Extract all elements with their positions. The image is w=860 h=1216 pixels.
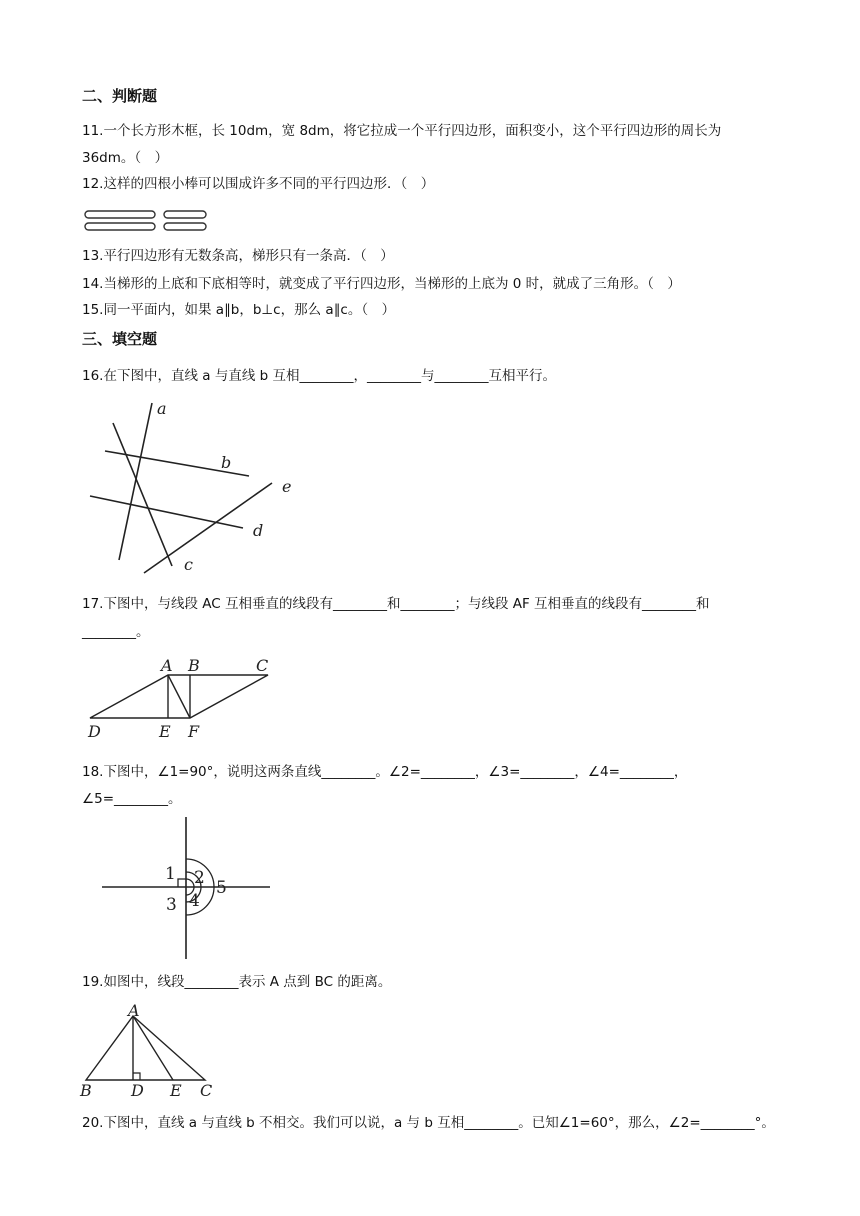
angle-label-5: 5 — [216, 878, 227, 898]
label-F: F — [188, 722, 200, 741]
question-16: 16.在下图中，直线 a 与直线 b 互相________，________与________互相平行。 — [82, 368, 556, 384]
right-angle-mark — [178, 879, 186, 887]
parallelogram-figure-q17 — [84, 655, 284, 741]
triangle-ABC — [86, 1016, 205, 1080]
label-C: C — [256, 656, 269, 675]
label-C: C — [200, 1081, 213, 1100]
label-B: B — [188, 656, 200, 675]
angle-label-4: 4 — [189, 891, 200, 911]
label-e: e — [282, 477, 292, 496]
segment-AF — [168, 675, 190, 718]
label-A: A — [128, 1001, 140, 1020]
label-B: B — [80, 1081, 92, 1100]
question-14: 14.当梯形的上底和下底相等时，就变成了平行四边形，当梯形的上底为 0 时，就成了三角形。（ ） — [82, 276, 681, 292]
stick-long-top — [85, 211, 155, 218]
label-E: E — [159, 722, 171, 741]
stick-short-bottom — [164, 223, 206, 230]
question-15: 15.同一平面内，如果 a∥b，b⊥c，那么 a∥c。（ ） — [82, 302, 396, 318]
angle-label-2: 2 — [194, 868, 205, 888]
section-heading-fill-in: 三、填空题 — [82, 330, 158, 348]
triangle-figure-q19 — [78, 1001, 222, 1100]
stick-long-bottom — [85, 223, 155, 230]
section-heading-judgment: 二、判断题 — [82, 87, 158, 105]
question-20: 20.下图中，直线 a 与直线 b 不相交。我们可以说，a 与 b 互相________。已知∠1=60°，那么，∠2=________°。 — [82, 1115, 775, 1131]
label-D: D — [88, 722, 101, 741]
question-17-line-1: 17.下图中，与线段 AC 互相垂直的线段有________和________；与线段 AF 互相垂直的线段有________和 — [82, 596, 710, 612]
question-18-line-1: 18.下图中，∠1=90°，说明这两条直线________。∠2=________，∠3=________，∠4=________， — [82, 764, 688, 780]
lines-figure-q16 — [86, 398, 306, 578]
perpendicular-figure-q18 — [100, 815, 272, 961]
line-d — [90, 496, 243, 528]
label-A: A — [161, 656, 173, 675]
question-11-line-2: 36dm。（ ） — [82, 150, 169, 166]
question-12: 12.这样的四根小棒可以围成许多不同的平行四边形．（ ） — [82, 176, 435, 192]
label-d: d — [253, 521, 264, 540]
line-a — [119, 403, 152, 560]
question-19: 19.如图中，线段________表示 A 点到 BC 的距离。 — [82, 974, 392, 990]
question-18-line-2: ∠5=________。 — [82, 791, 182, 807]
question-13: 13.平行四边形有无数条高，梯形只有一条高．（ ） — [82, 248, 394, 264]
label-c: c — [184, 555, 193, 574]
question-11-line-1: 11.一个长方形木框，长 10dm，宽 8dm，将它拉成一个平行四边形，面积变小，这个平行四边形的周长为 — [82, 123, 722, 139]
label-E: E — [170, 1081, 182, 1100]
stick-short-top — [164, 211, 206, 218]
label-a: a — [157, 399, 167, 418]
angle-label-1: 1 — [165, 864, 176, 884]
label-b: b — [221, 453, 232, 472]
angle-label-3: 3 — [166, 895, 177, 915]
label-D: D — [131, 1081, 144, 1100]
four-sticks-figure — [84, 209, 216, 233]
segment-AE — [133, 1016, 173, 1080]
question-17-line-2: ________。 — [82, 624, 150, 640]
right-angle-mark-D — [133, 1073, 140, 1080]
